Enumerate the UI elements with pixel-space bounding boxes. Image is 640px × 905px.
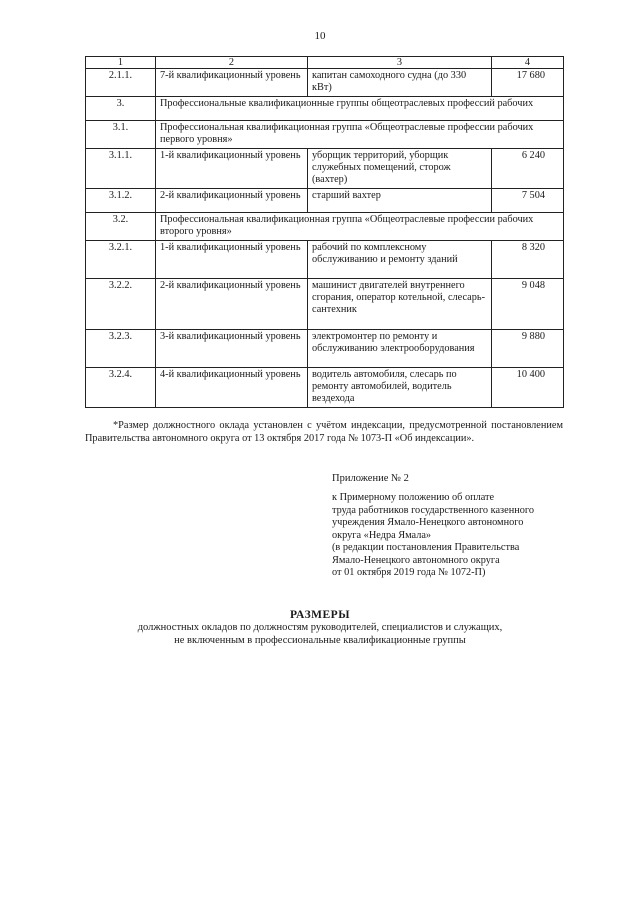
appendix-reference-line: учреждения Ямало-Ненецкого автономного xyxy=(332,517,524,528)
table-row xyxy=(86,149,564,189)
salary-cell: 7 504 xyxy=(492,189,564,213)
row-number-cell: 3.1.1. xyxy=(86,149,156,189)
positions-cell: старший вахтер xyxy=(308,189,492,213)
appendix-reference-line: труда работников государственного казенного xyxy=(332,504,534,516)
header-cell-1: 1 xyxy=(86,57,156,69)
row-number-cell: 3.2.4. xyxy=(86,368,156,408)
appendix-reference-line: (в редакции постановления Правительства xyxy=(332,542,520,553)
row-number-cell: 3.1.2. xyxy=(86,189,156,213)
group-title-cell: Профессиональная квалификационная группа «Общеотраслевые профессии рабочих первого уровня» xyxy=(156,121,564,149)
row-number-cell: 2.1.1. xyxy=(86,69,156,97)
positions-cell: электромонтер по ремонту и обслуживанию электрооборудования xyxy=(308,330,492,368)
document-title: РАЗМЕРЫ xyxy=(290,609,350,621)
salary-cell: 8 320 xyxy=(492,241,564,279)
table-row xyxy=(86,241,564,279)
footnote-text: *Размер должностного оклада установлен с учётом индексации, предусмотренной постановлением Правительства автономного округа от 13 октября 2017 года № 1073-П «Об индексации». xyxy=(85,420,563,444)
salary-table xyxy=(85,56,564,408)
appendix-reference-line: округа «Недра Ямала» xyxy=(332,529,432,541)
qualification-level-cell: 1-й квалификационный уровень xyxy=(156,149,308,189)
page-number: 10 xyxy=(314,30,326,42)
row-number-cell: 3.2.3. xyxy=(86,330,156,368)
footnote xyxy=(85,420,563,445)
positions-cell: капитан самоходного судна (до 330 кВт) xyxy=(308,69,492,97)
salary-table-body xyxy=(86,57,564,408)
table-row xyxy=(86,330,564,368)
salary-cell: 10 400 xyxy=(492,368,564,408)
row-number-cell: 3.2.2. xyxy=(86,279,156,330)
positions-cell: водитель автомобиля, слесарь по ремонту автомобилей, водитель вездехода xyxy=(308,368,492,408)
table-group-row xyxy=(86,213,564,241)
appendix-reference-line: к Примерному положению об оплате xyxy=(332,492,495,503)
positions-cell: уборщик территорий, уборщик служебных помещений, сторож (вахтер) xyxy=(308,149,492,189)
header-cell-4: 4 xyxy=(492,57,564,69)
positions-cell: машинист двигателей внутреннего сгорания, оператор котельной, слесарь-сантехник xyxy=(308,279,492,330)
qualification-level-cell: 3-й квалификационный уровень xyxy=(156,330,308,368)
appendix-reference-line: от 01 октября 2019 года № 1072-П) xyxy=(332,567,486,578)
salary-cell: 9 880 xyxy=(492,330,564,368)
row-number-cell: 3.1. xyxy=(86,121,156,149)
header-cell-3: 3 xyxy=(308,57,492,69)
salary-cell: 9 048 xyxy=(492,279,564,330)
qualification-level-cell: 2-й квалификационный уровень xyxy=(156,189,308,213)
appendix-reference xyxy=(332,492,572,580)
document-subtitle xyxy=(0,622,640,647)
document-subtitle-line: должностных окладов по должностям руководителей, специалистов и служащих, xyxy=(137,622,503,633)
table-row xyxy=(86,279,564,330)
group-title-cell: Профессиональная квалификационная группа «Общеотраслевые профессии рабочих второго уровня» xyxy=(156,213,564,241)
qualification-level-cell: 7-й квалификационный уровень xyxy=(156,69,308,97)
salary-cell: 17 680 xyxy=(492,69,564,97)
table-row xyxy=(86,189,564,213)
row-number-cell: 3.2. xyxy=(86,213,156,241)
appendix-reference-line: Ямало-Ненецкого автономного округа xyxy=(332,554,500,566)
table-row xyxy=(86,69,564,97)
row-number-cell: 3. xyxy=(86,97,156,121)
qualification-level-cell: 1-й квалификационный уровень xyxy=(156,241,308,279)
table-group-row xyxy=(86,97,564,121)
qualification-level-cell: 4-й квалификационный уровень xyxy=(156,368,308,408)
qualification-level-cell: 2-й квалификационный уровень xyxy=(156,279,308,330)
table-group-row xyxy=(86,121,564,149)
group-title-cell: Профессиональные квалификационные группы общеотраслевых профессий рабочих xyxy=(156,97,564,121)
salary-cell: 6 240 xyxy=(492,149,564,189)
table-header-row xyxy=(86,57,564,69)
appendix-title: Приложение № 2 xyxy=(332,473,409,484)
header-cell-2: 2 xyxy=(156,57,308,69)
positions-cell: рабочий по комплексному обслуживанию и ремонту зданий xyxy=(308,241,492,279)
row-number-cell: 3.2.1. xyxy=(86,241,156,279)
document-subtitle-line: не включенным в профессиональные квалификационные группы xyxy=(174,634,466,646)
table-row xyxy=(86,368,564,408)
